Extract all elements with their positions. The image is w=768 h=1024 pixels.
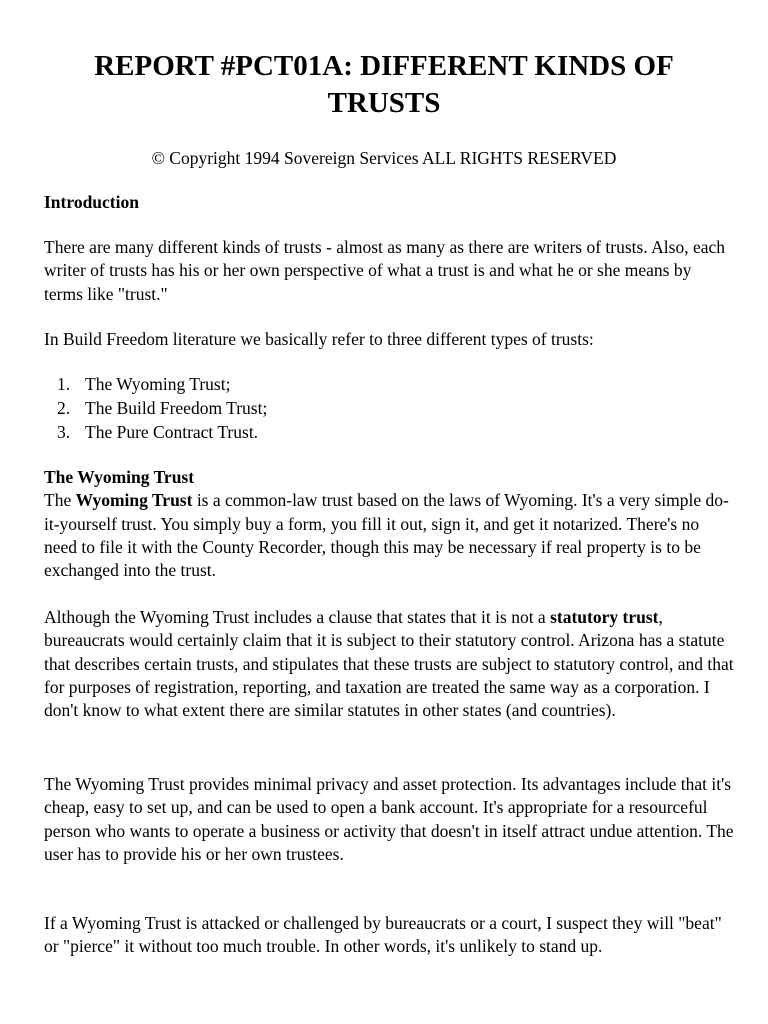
bold-term-statutory-trust: statutory trust [550, 607, 659, 627]
bold-term-wyoming-trust: Wyoming Trust [75, 490, 193, 511]
wyoming-section [44, 466, 734, 582]
list-item [44, 420, 734, 444]
text-run: The [44, 490, 76, 511]
wyoming-paragraph-2 [44, 606, 734, 722]
wyoming-paragraph-4: If a Wyoming Trust is attacked or challenged by bureaucrats or a court, I suspect they will "beat" or "pierce" it without too much trouble. In other words, it's unlikely to stand up. [44, 913, 722, 957]
section-heading-wyoming-trust: The Wyoming Trust [44, 467, 195, 487]
list-item-text: The Build Freedom Trust; [85, 398, 268, 418]
list-item-text: The Wyoming Trust; [85, 374, 231, 394]
text-run: , bureaucrats would certainly claim that it is subject to their statutory control. Arizona has a statute that describes certain trusts, and stipulates that these trusts are subject to statutory control, and that for purposes of registration, reporting, and taxation are treated the same way as a corporation. I don't know to what extent there are similar statutes in other states (and countries). [44, 607, 734, 721]
wyoming-paragraph-1 [44, 489, 734, 582]
intro-paragraph-2: In Build Freedom literature we basically refer to three different types of trusts: [44, 329, 594, 349]
intro-paragraph-1: There are many different kinds of trusts - almost as many as there are writers of trusts. Also, each writer of trusts has his or her own perspective of what a trust is and what he or she means by terms like "trust." [44, 237, 725, 304]
list-item-number: 3. [57, 422, 71, 442]
section-heading-introduction: Introduction [44, 192, 139, 212]
trust-types-list [44, 372, 734, 444]
copyright-notice: © Copyright 1994 Sovereign Services ALL RIGHTS RESERVED [151, 148, 617, 168]
list-item-text: The Pure Contract Trust. [85, 422, 259, 442]
list-item-number: 1. [57, 374, 71, 394]
wyoming-paragraph-3: The Wyoming Trust provides minimal privacy and asset protection. Its advantages include that it's cheap, easy to set up, and can be used to open a bank account. It's appropriate for a resourceful person who wants to operate a business or activity that doesn't in itself attract undue attention. The user has to provide his or her own trustees. [44, 774, 734, 864]
list-item [44, 372, 734, 396]
page-title: REPORT #PCT01A: DIFFERENT KINDS OF TRUSTS [94, 50, 674, 119]
list-item-number: 2. [57, 398, 71, 418]
list-item [44, 396, 734, 420]
text-run: Although the Wyoming Trust includes a clause that states that it is not a [44, 607, 551, 627]
text-run: is a common-law trust based on the laws of Wyoming. It's a very simple do-it-yourself trust. You simply buy a form, you fill it out, sign it, and get it notarized. There's no need to file it with the County Recorder, though this may be necessary if real property is to be exchanged into the trust. [44, 490, 729, 581]
